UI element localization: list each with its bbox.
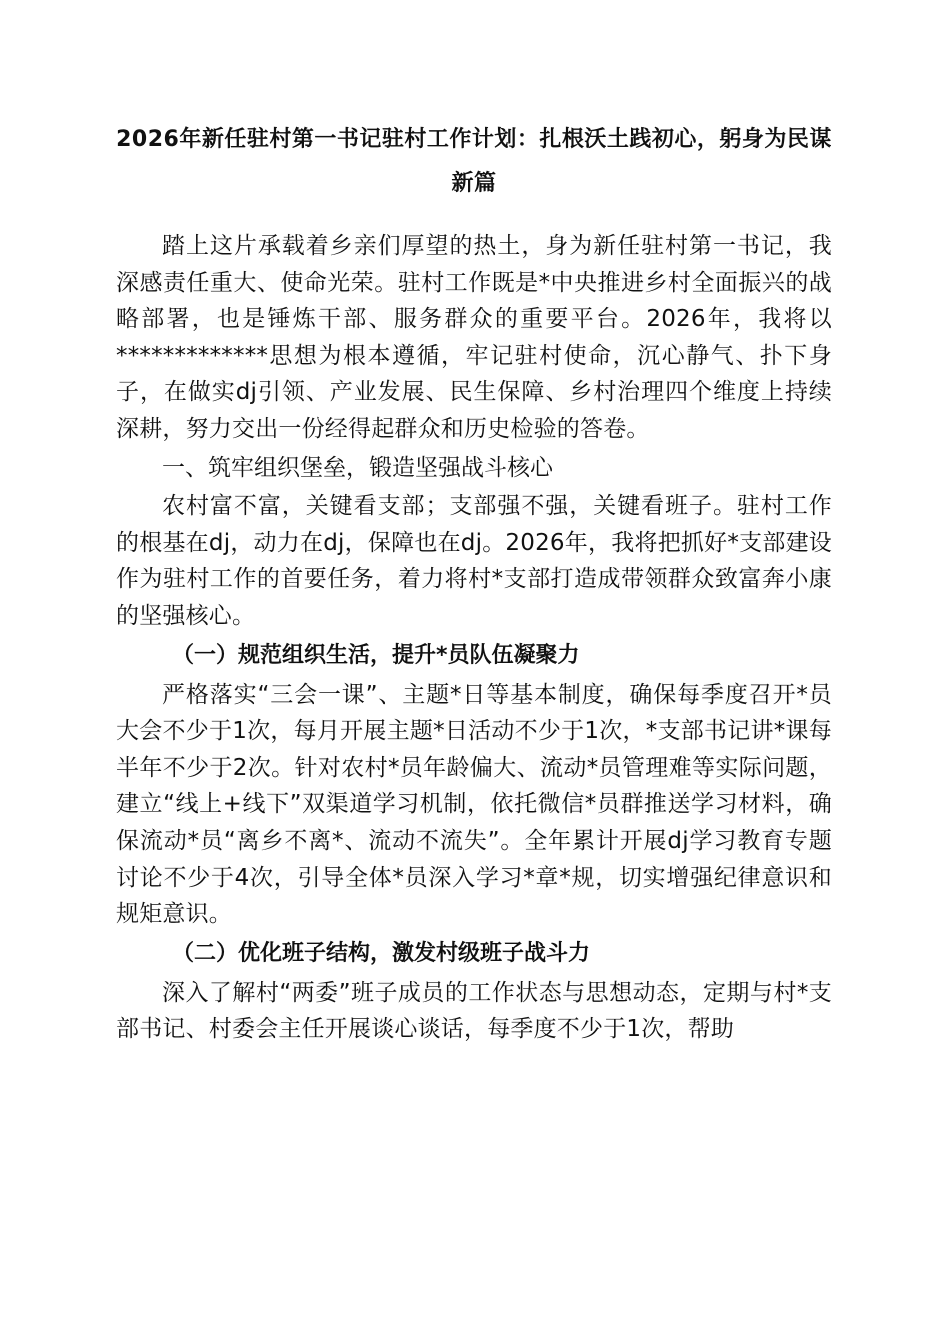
subsection-1-paragraph: 严格落实“三会一课”、主题*日等基本制度，确保每季度召开*员大会不少于1次，每月开展主题*日活动不少于1次，*支部书记讲*课每半年不少于2次。针对农村*员年龄偏大、流动*员管理难等实际问题，建立“线上+线下”双渠道学习机制，依托微信*员群推送学习材料，确保流动*员“离乡不离*、流动不流失”。全年累计开展dj学习教育专题讨论不少于4次，引导全体*员深入学习*章*规，切实增强纪律意识和规矩意识。	[116, 681, 832, 928]
section-1-paragraph: 农村富不富，关键看支部；支部强不强，关键看班子。驻村工作的根基在dj，动力在dj，保障也在dj。2026年，我将把抓好*支部建设作为驻村工作的首要任务，着力将村*支部打造成带领群众致富奔小康的坚强核心。	[116, 493, 832, 629]
intro-paragraph: 踏上这片承载着乡亲们厚望的热土，身为新任驻村第一书记，我深感责任重大、使命光荣。驻村工作既是*中央推进乡村全面振兴的战略部署，也是锤炼干部、服务群众的重要平台。2026年，我将以*************思想为根本遵循，牢记驻村使命，沉心静气、扑下身子，在做实dj引领、产业发展、民生保障、乡村治理四个维度上持续深耕，努力交出一份经得起群众和历史检验的答卷。	[116, 233, 832, 442]
subsection-1-heading: （一）规范组织生活，提升*员队伍凝聚力	[172, 642, 580, 668]
subsection-2-heading: （二）优化班子结构，激发村级班子战斗力	[172, 940, 591, 966]
document-title: 2026年新任驻村第一书记驻村工作计划：扎根沃土践初心，躬身为民谋新篇	[116, 127, 832, 196]
document-page	[116, 118, 832, 1050]
subsection-2-paragraph: 深入了解村“两委”班子成员的工作状态与思想动态，定期与村*支部书记、村委会主任开展谈心谈话，每季度不少于1次，帮助	[116, 979, 832, 1043]
section-1-heading: 一、筑牢组织堡垒，锻造坚强战斗核心	[162, 454, 553, 481]
